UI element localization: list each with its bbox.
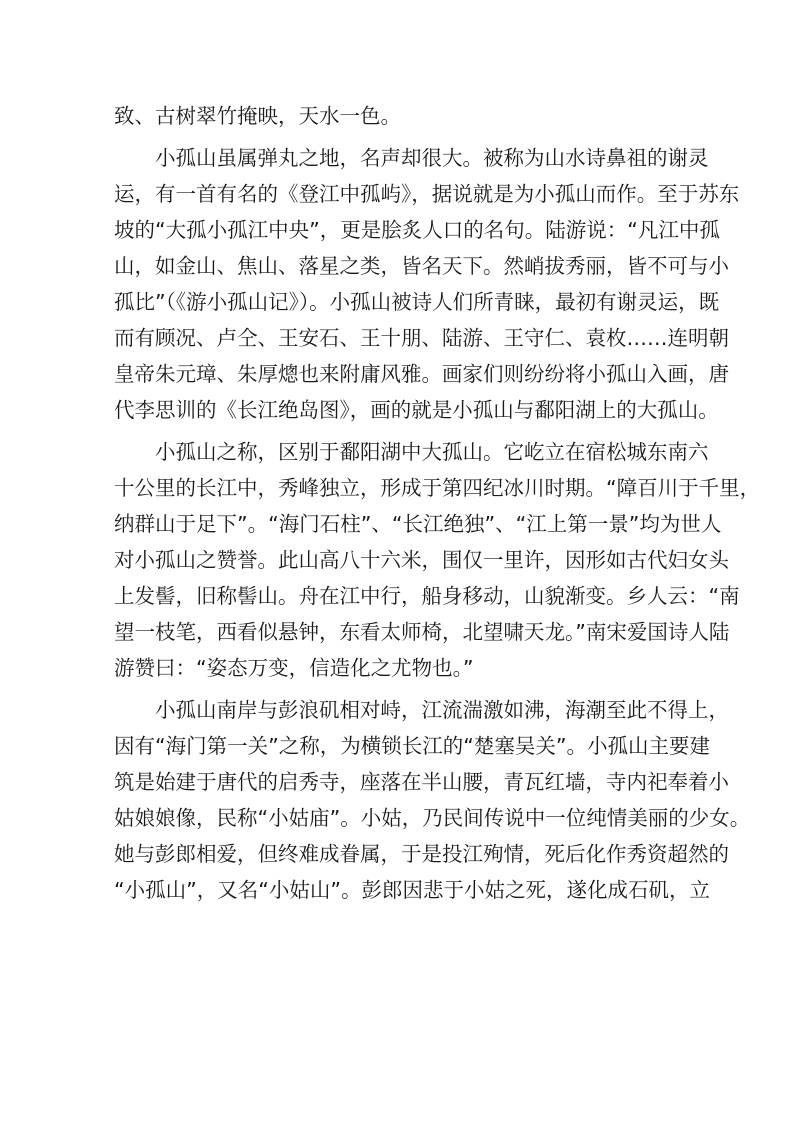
paragraph-4 [114,692,751,908]
text-line: 坡的“大孤小孤江中央”，更是脍炙人口的名句。陆游说：“凡江中孤 [114,218,720,242]
text-line: 十公里的长江中，秀峰独立，形成于第四纪冰川时期。“障百川于千里， [114,476,761,500]
text-line: 对小孤山之赞誉。此山高八十六米，围仅一里许，因形如古代妇女头 [114,548,729,572]
text-line: 上发髻，旧称髻山。舟在江中行，船身移动，山貌渐变。乡人云：“南 [114,584,740,608]
text-line: 致、古树翠竹掩映，天水一色。 [114,104,401,128]
text-line: 运，有一首有名的《登江中孤屿》，据说就是为小孤山而作。至于苏东 [114,182,740,206]
text-line: 纳群山于足下”。“海门石柱”、“长江绝独”、“江上第一景”均为世人 [114,512,722,536]
body-text [114,98,761,908]
text-line: 孤比”（《游小孤山记》）。小孤山被诗人们所青睐，最初有谢灵运，既 [114,290,720,314]
text-line: 她与彭郎相爱，但终难成眷属，于是投江殉情，死后化作秀资超然的 [114,842,729,866]
text-line: 因有“海门第一关”之称，为横锁长江的“楚塞吴关”。小孤山主要建 [114,734,710,758]
text-line: 游赞曰：“姿态万变，信造化之尤物也。” [114,656,474,680]
text-line: 皇帝朱元璋、朱厚熜也来附庸风雅。画家们则纷纷将小孤山入画，唐 [114,362,729,386]
text-line: 而有顾况、卢仝、王安石、王十朋、陆游、王守仁、袁枚……连明朝 [114,326,729,350]
text-line: 小孤山南岸与彭浪矶相对峙，江流湍激如沸，海潮至此不得上， [114,698,729,722]
text-line: 筑是始建于唐代的启秀寺，座落在半山腰，青瓦红墙，寺内祀奉着小 [114,770,729,794]
text-line: 小孤山虽属弹丸之地，名声却很大。被称为山水诗鼻祖的谢灵 [114,146,709,170]
text-line: “小孤山”，又名“小姑山”。彭郎因悲于小姑之死，遂化成石矶，立 [114,878,710,902]
text-line: 山，如金山、焦山、落星之类，皆名天下。然峭拔秀丽，皆不可与小 [114,254,729,278]
paragraph-1 [114,98,684,134]
text-line: 望一枝笔，西看似悬钟，东看太师椅，北望啸天龙。”南宋爱国诗人陆 [114,620,730,644]
text-line: 小孤山之称，区别于鄱阳湖中大孤山。它屹立在宿松城东南六 [114,440,709,464]
paragraph-2 [114,140,740,428]
paragraph-3 [114,434,761,686]
text-line: 代李思训的《长江绝岛图》，画的就是小孤山与鄱阳湖上的大孤山。 [114,398,719,422]
text-line: 姑娘娘像，民称“小姑庙”。小姑，乃民间传说中一位纯情美丽的少女。 [114,806,751,830]
